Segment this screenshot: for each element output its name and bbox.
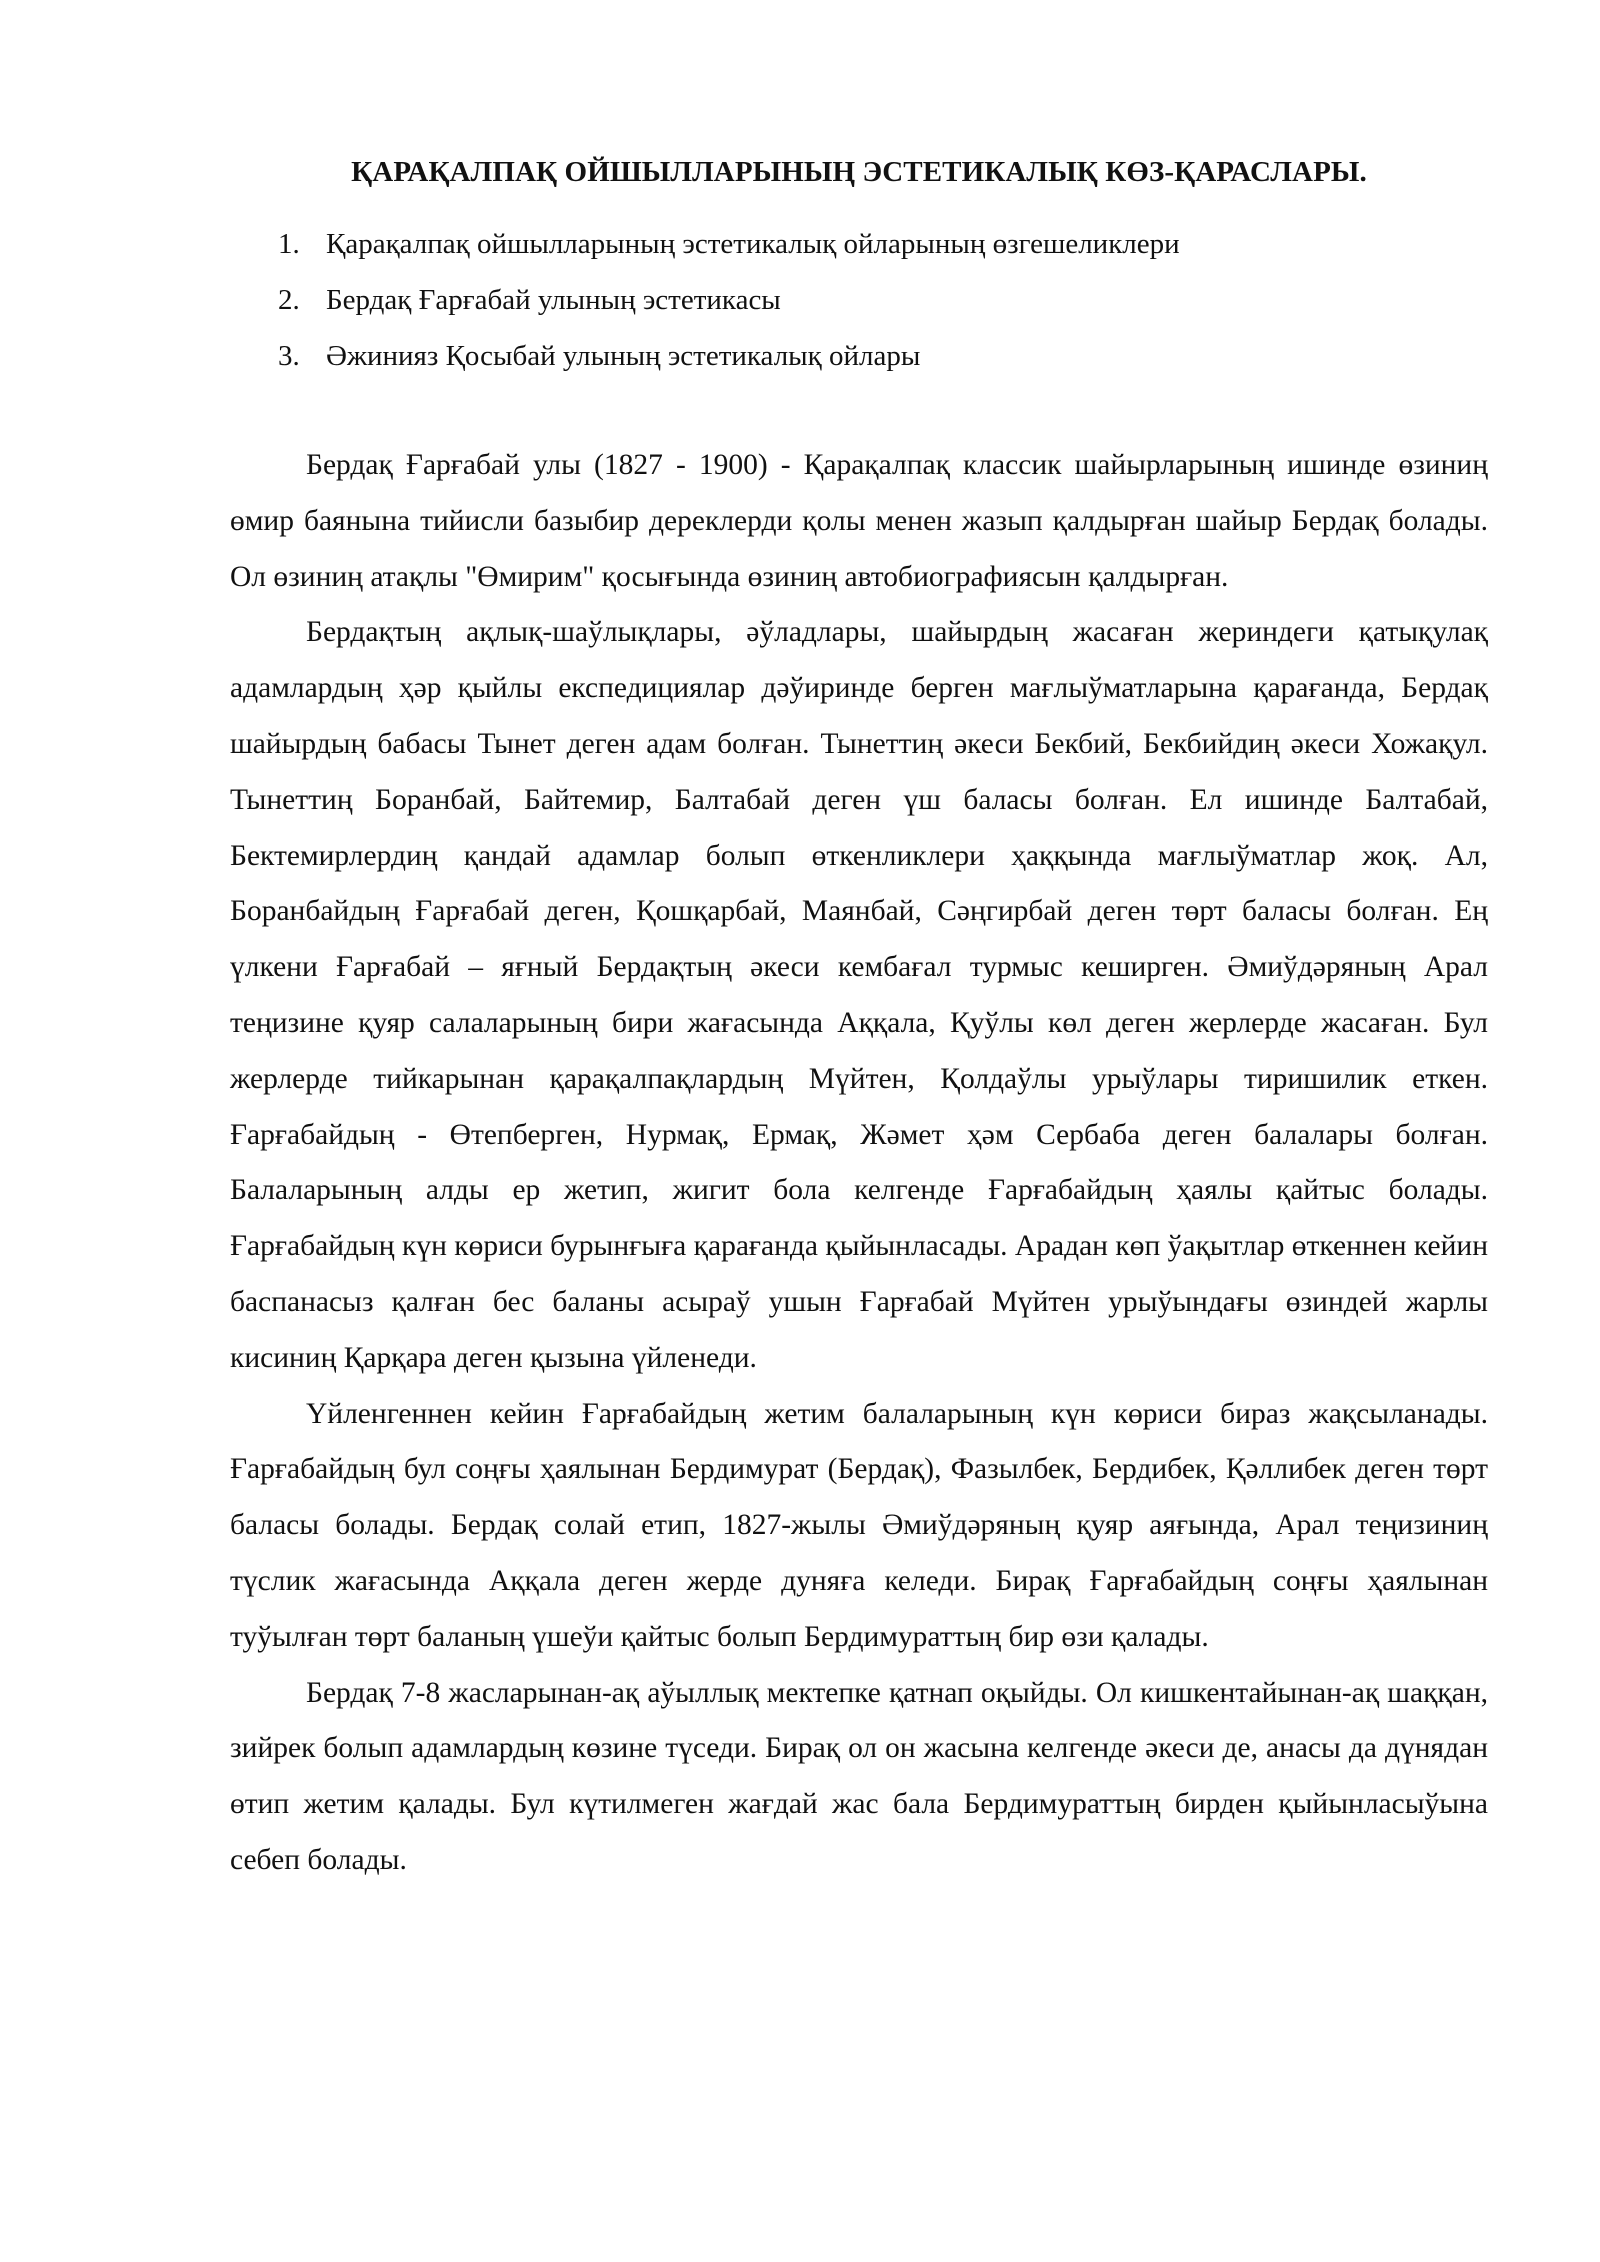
outline-text: Қарақалпақ ойшылларының эстетикалық ойларының өзгешеликлери: [326, 228, 1180, 260]
outline-item: [230, 328, 1488, 384]
body-paragraph: Бердақ 7-8 жасларынан-ақ аўыллық мектепке қатнап оқыйды. Ол кишкентайынан-ақ шаққан, зийрек болып адамлардың көзине түседи. Бирақ ол он жасына келгенде әкеси де, анасы да дүнядан өтип жетим қалады. Бул күтилмеген жағдай жас бала Бердимураттың бирден қыйынласыўына себеп болады.: [230, 1676, 1488, 1876]
outline-text: Бердақ Ғарғабай улының эстетикасы: [326, 284, 781, 316]
body-paragraph: Бердақтың ақлық-шаўлықлары, әўладлары, шайырдың жасаған жериндеги қатықулақ адамлардың ҳәр қыйлы експедициялар дәўиринде берген мағлыўматларына қарағанда, Бердақ шайырдың бабасы Тынет деген адам болған. Тынеттиң әкеси Бекбий, Бекбийдиң әкеси Хожақул. Тынеттиң Боранбай, Байтемир, Балтабай деген үш баласы болған. Ел ишинде Балтабай, Бектемирлердиң қандай адамлар болып өткенликлери ҳаққында мағлыўматлар жоқ. Ал, Боранбайдың Ғарғабай деген, Қошқарбай, Маянбай, Сәңгирбай деген төрт баласы болған. Ең үлкени Ғарғабай – яғный Бердақтың әкеси кембағал турмыс кеширген. Әмиўдәряның Арал теңизине қуяр салаларының бири жағасында Аққала, Қуўлы көл деген жерлерде жасаған. Бул жерлерде тийкарынан қарақалпақлардың Мүйтен, Қолдаўлы урыўлары тиришилик еткен. Ғарғабайдың - Өтепберген, Нурмақ, Ермақ, Жәмет ҳәм Сербаба деген балалары болған. Балаларының алды ер жетип, жигит бола келгенде Ғарғабайдың ҳаялы қайтыс болады. Ғарғабайдың күн көриси бурынғыға қарағанда қыйынласады. Арадан көп ўақытлар өткеннен кейин баспанасыз қалған бес баланы асыраў ушын Ғарғабай Мүйтен урыўындағы өзиндей жарлы кисиниң Қарқара деген қызына үйленеди.: [230, 616, 1488, 1374]
body-paragraph: Бердақ Ғарғабай улы (1827 - 1900) - Қарақалпақ классик шайырларының ишинде өзиниң өмир баянына тийисли базыбир дереклерди қолы менен жазып қалдырған шайыр Бердақ болады. Ол өзиниң атақлы "Өмирим" қосығында өзиниң автобиографиясын қалдырған.: [230, 449, 1488, 593]
outline-item: [230, 272, 1488, 328]
outline-number: 1.: [278, 228, 300, 260]
document-body: [230, 140, 1488, 1889]
body-paragraph: Үйленгеннен кейин Ғарғабайдың жетим балаларының күн көриси бираз жақсыланады. Ғарғабайдың бул соңғы ҳаялынан Бердимурат (Бердақ), Фазылбек, Бердибек, Қәллибек деген төрт баласы болады. Бердақ солай етип, 1827-жылы Әмиўдәряның қуяр аяғында, Арал теңизиниң түслик жағасында Аққала деген жерде дуняға келеди. Бирақ Ғарғабайдың соңғы ҳаялынан туўылған төрт баланың үшеўи қайтыс болып Бердимураттың бир өзи қалады.: [230, 1397, 1488, 1653]
topic-outline: [230, 216, 1488, 384]
outline-number: 3.: [278, 340, 300, 372]
document-title: ҚАРАҚАЛПАҚ ОЙШЫЛЛАРЫНЫҢ ЭСТЕТИКАЛЫҚ КӨЗ-ҚАРАСЛАРЫ.: [351, 156, 1367, 188]
outline-item: [230, 216, 1488, 272]
outline-number: 2.: [278, 284, 300, 316]
outline-text: Әжинияз Қосыбай улының эстетикалық ойлары: [326, 340, 921, 372]
